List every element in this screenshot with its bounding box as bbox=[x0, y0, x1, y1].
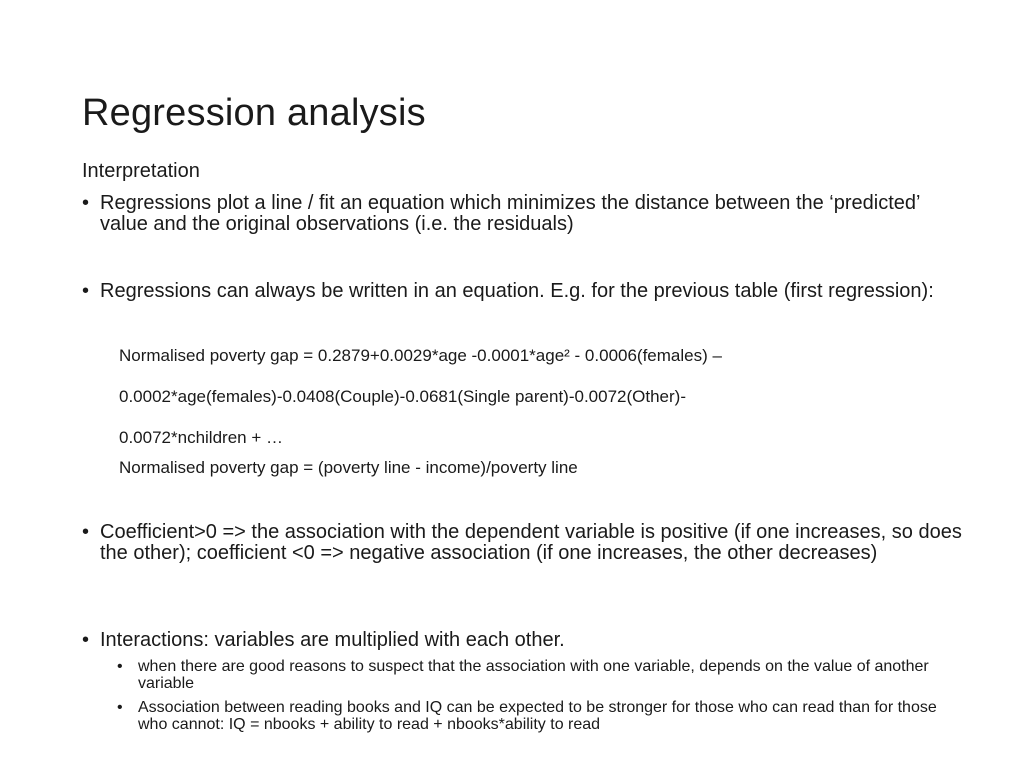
bullet-icon: • bbox=[82, 629, 90, 651]
subbullet-item-example bbox=[117, 699, 947, 733]
bullet-item-interactions bbox=[82, 630, 962, 651]
bullet-icon: • bbox=[82, 280, 90, 302]
subbullet-text: Association between reading books and IQ can be expected to be stronger for those who can read than for those who cannot: IQ = nbooks + ability to read + nbooks*ability to read bbox=[138, 699, 937, 733]
slide-title: Regression analysis bbox=[82, 92, 426, 134]
equation-line: Normalised poverty gap = 0.2879+0.0029*age -0.0001*age² - 0.0006(females) – bbox=[119, 346, 722, 365]
bullet-icon: • bbox=[82, 521, 90, 543]
subbullet-icon: • bbox=[117, 658, 123, 675]
section-heading: Interpretation bbox=[82, 160, 200, 182]
equation-definition: Normalised poverty gap = (poverty line - income)/poverty line bbox=[119, 458, 578, 477]
subbullet-text: when there are good reasons to suspect that the association with one variable, depends on the value of another variable bbox=[138, 658, 929, 692]
subbullet-icon: • bbox=[117, 699, 123, 716]
bullet-item-equation bbox=[82, 281, 962, 302]
bullet-icon: • bbox=[82, 192, 90, 214]
equation-line: 0.0072*nchildren + … bbox=[119, 428, 283, 447]
bullet-text: Regressions can always be written in an equation. E.g. for the previous table (first regression): bbox=[100, 280, 934, 302]
subbullet-item-reasons bbox=[117, 658, 947, 692]
bullet-text: Coefficient>0 => the association with the dependent variable is positive (if one increases, so does the other); coefficient <0 => negative association (if one increases, the other decreases) bbox=[100, 521, 962, 564]
equation-line: 0.0002*age(females)-0.0408(Couple)-0.0681(Single parent)-0.0072(Other)- bbox=[119, 387, 686, 406]
bullet-item-coefficient bbox=[82, 522, 962, 564]
bullet-text: Regressions plot a line / fit an equation which minimizes the distance between the ‘predicted’ value and the original observations (i.e. the residuals) bbox=[100, 192, 920, 235]
bullet-text: Interactions: variables are multiplied with each other. bbox=[100, 629, 565, 651]
bullet-item-residuals bbox=[82, 193, 962, 235]
